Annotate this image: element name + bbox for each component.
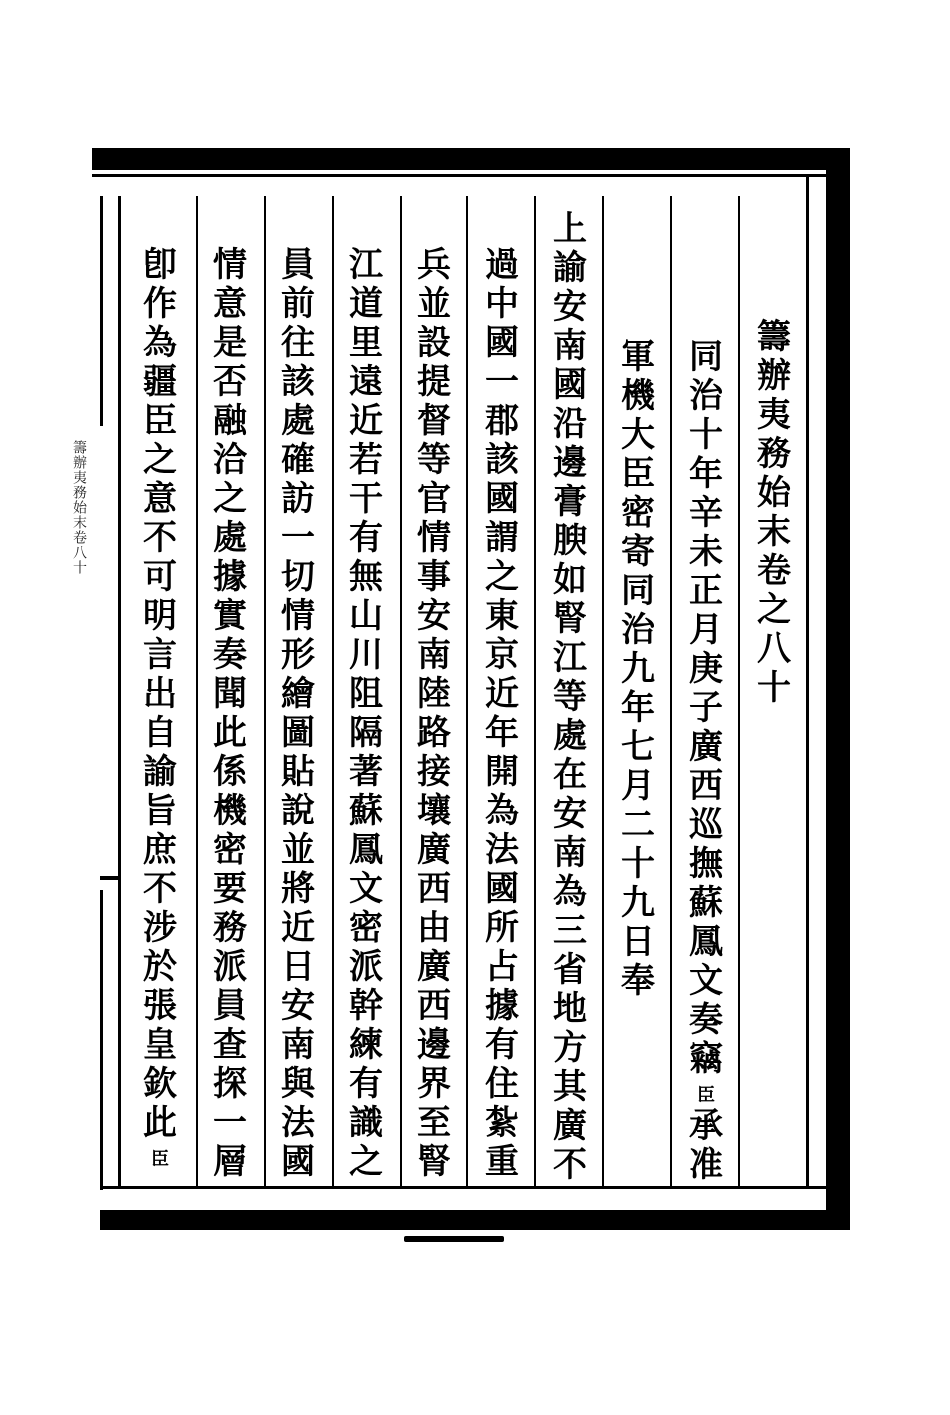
text-char: 是 [213, 323, 247, 363]
text-char: 密 [213, 830, 247, 870]
text-char: 提 [417, 362, 451, 402]
frame-top-inner-line [92, 174, 850, 177]
text-char: 據 [485, 986, 519, 1026]
text-char: 自 [143, 713, 177, 753]
text-char: 治 [621, 610, 655, 650]
text-char: 可 [143, 557, 177, 597]
text-char: 寄 [621, 532, 655, 572]
text-char: 始 [757, 473, 791, 513]
text-char: 至 [417, 1103, 451, 1143]
text-char: 謂 [485, 518, 519, 558]
frame-left-edge-upper [100, 196, 103, 426]
text-char: 治 [689, 376, 723, 416]
text-char: 安 [281, 986, 315, 1026]
text-char: 撫 [689, 844, 723, 884]
text-char: 無 [349, 557, 383, 597]
text-char: 廣 [417, 830, 451, 870]
text-char: 一 [281, 518, 315, 558]
text-char: 廣 [417, 947, 451, 987]
text-char: 否 [213, 362, 247, 402]
text-char: 軍 [621, 337, 655, 377]
text-char: 大 [621, 415, 655, 455]
text-char: 紮 [485, 1103, 519, 1143]
text-char: 蘇 [349, 791, 383, 831]
text-char: 辛 [689, 493, 723, 533]
text-char: 此 [213, 713, 247, 753]
text-char: 出 [143, 674, 177, 714]
text-char: 南 [553, 326, 587, 366]
text-char: 江 [553, 638, 587, 678]
text-char: 處 [213, 518, 247, 558]
text-char: 係 [213, 752, 247, 792]
text-char: 八 [757, 629, 791, 669]
text-char: 安 [417, 596, 451, 636]
text-char: 地 [553, 989, 587, 1029]
frame-right-border [826, 148, 850, 1230]
text-char: 開 [485, 752, 519, 792]
text-char: 並 [417, 284, 451, 324]
text-char: 員 [281, 245, 315, 285]
text-char: 有 [485, 1025, 519, 1065]
text-char: 日 [281, 947, 315, 987]
text-char: 層 [213, 1142, 247, 1182]
text-char: 西 [689, 766, 723, 806]
text-char: 籌 [757, 317, 791, 357]
column-divider [534, 196, 536, 1188]
text-char: 等 [417, 440, 451, 480]
text-char: 等 [553, 677, 587, 717]
column-divider [670, 196, 672, 1188]
text-char: 界 [417, 1064, 451, 1104]
text-char: 情 [417, 518, 451, 558]
text-char: 文 [689, 961, 723, 1001]
text-char: 派 [349, 947, 383, 987]
text-char: 機 [213, 791, 247, 831]
text-char: 重 [485, 1142, 519, 1182]
text-char: 處 [281, 401, 315, 441]
text-char: 國 [281, 1142, 315, 1182]
text-char: 接 [417, 752, 451, 792]
text-char: 要 [213, 869, 247, 909]
text-char: 由 [417, 908, 451, 948]
text-char: 著 [349, 752, 383, 792]
text-char: 沿 [553, 404, 587, 444]
text-char: 廣 [553, 1106, 587, 1146]
text-char: 往 [281, 323, 315, 363]
text-char: 設 [417, 323, 451, 363]
text-char: 有 [349, 1064, 383, 1104]
text-char: 前 [281, 284, 315, 324]
text-char: 過 [485, 245, 519, 285]
text-char: 南 [417, 635, 451, 675]
text-char: 所 [485, 908, 519, 948]
text-char: 意 [213, 284, 247, 324]
text-char: 近 [281, 908, 315, 948]
text-char: 臣 [143, 401, 177, 441]
text-char: 末 [757, 512, 791, 552]
text-char: 確 [281, 440, 315, 480]
text-char: 若 [349, 440, 383, 480]
text-char: 與 [281, 1064, 315, 1104]
text-char: 年 [621, 688, 655, 728]
frame-bottom-inner-line [100, 1186, 844, 1189]
text-char: 法 [485, 830, 519, 870]
text-char: 切 [281, 557, 315, 597]
text-char: 不 [143, 518, 177, 558]
text-char: 月 [621, 766, 655, 806]
text-char: 諭 [143, 752, 177, 792]
text-char: 一 [485, 362, 519, 402]
text-char: 文 [349, 869, 383, 909]
text-char: 作 [143, 284, 177, 324]
text-char: 諭 [553, 248, 587, 288]
text-char: 探 [213, 1064, 247, 1104]
text-char: 正 [689, 571, 723, 611]
text-char: 占 [485, 947, 519, 987]
text-char: 事 [417, 557, 451, 597]
text-column [606, 338, 670, 1001]
text-char: 准 [689, 1145, 723, 1185]
text-char: 上 [553, 209, 587, 249]
text-char: 巡 [689, 805, 723, 845]
text-char: 腎 [553, 599, 587, 639]
text-char: 廣 [689, 727, 723, 767]
column-divider [602, 196, 604, 1188]
text-char: 山 [349, 596, 383, 636]
text-char: 邊 [417, 1025, 451, 1065]
text-char: 中 [485, 284, 519, 324]
text-char: 近 [485, 674, 519, 714]
text-char: 言 [143, 635, 177, 675]
text-char: 查 [213, 1025, 247, 1065]
text-char: 於 [143, 947, 177, 987]
text-char: 欽 [143, 1064, 177, 1104]
text-column [334, 246, 398, 1182]
text-char: 未 [689, 532, 723, 572]
text-char: 竊 [689, 1039, 723, 1079]
frame-left-inner-line [118, 196, 121, 1188]
text-char: 為 [143, 323, 177, 363]
text-char: 皇 [143, 1025, 177, 1065]
text-char: 西 [417, 869, 451, 909]
text-char: 其 [553, 1067, 587, 1107]
text-char: 派 [213, 947, 247, 987]
text-char: 為 [485, 791, 519, 831]
text-char: 有 [349, 518, 383, 558]
text-char: 九 [621, 883, 655, 923]
text-char: 在 [553, 755, 587, 795]
text-char: 處 [553, 716, 587, 756]
text-char: 蘇 [689, 883, 723, 923]
text-char: 卷 [757, 551, 791, 591]
text-char: 子 [689, 688, 723, 728]
text-char: 路 [417, 713, 451, 753]
text-char: 國 [553, 365, 587, 405]
text-char: 圖 [281, 713, 315, 753]
text-char: 之 [485, 557, 519, 597]
text-char: 國 [485, 479, 519, 519]
text-char: 三 [553, 911, 587, 951]
text-column [674, 338, 738, 1185]
text-column [402, 246, 466, 1182]
text-char: 十 [621, 844, 655, 884]
text-char: 卽 [143, 245, 177, 285]
text-char: 九 [621, 649, 655, 689]
text-char: 安 [553, 794, 587, 834]
text-char: 此 [143, 1103, 177, 1143]
text-char: 江 [349, 245, 383, 285]
text-char: 壤 [417, 791, 451, 831]
text-char: 阻 [349, 674, 383, 714]
text-char: 不 [143, 869, 177, 909]
text-char: 庶 [143, 830, 177, 870]
text-char: 識 [349, 1103, 383, 1143]
text-column [128, 246, 192, 1171]
text-char: 月 [689, 610, 723, 650]
text-char: 官 [417, 479, 451, 519]
text-column [198, 246, 262, 1182]
text-char: 庚 [689, 649, 723, 689]
text-char: 邊 [553, 443, 587, 483]
text-char: 十 [689, 415, 723, 455]
text-char: 道 [349, 284, 383, 324]
text-char: 密 [621, 493, 655, 533]
text-char: 一 [213, 1103, 247, 1143]
text-char: 鳳 [349, 830, 383, 870]
text-char: 意 [143, 479, 177, 519]
text-char: 東 [485, 596, 519, 636]
page-stub-mark [404, 1236, 504, 1242]
text-char: 里 [349, 323, 383, 363]
text-char: 川 [349, 635, 383, 675]
text-char: 年 [689, 454, 723, 494]
text-char: 干 [349, 479, 383, 519]
text-char: 情 [281, 596, 315, 636]
text-char: 形 [281, 635, 315, 675]
text-char: 之 [143, 440, 177, 480]
text-char: 聞 [213, 674, 247, 714]
text-char: 融 [213, 401, 247, 441]
text-column [266, 246, 330, 1182]
text-char: 京 [485, 635, 519, 675]
text-char: 日 [621, 922, 655, 962]
text-char: 之 [213, 479, 247, 519]
text-char: 腎 [417, 1142, 451, 1182]
text-char: 同 [689, 337, 723, 377]
text-char: 督 [417, 401, 451, 441]
text-char: 近 [349, 401, 383, 441]
text-char: 訪 [281, 479, 315, 519]
text-char: 將 [281, 869, 315, 909]
text-char: 南 [281, 1025, 315, 1065]
text-char: 同 [621, 571, 655, 611]
text-char: 住 [485, 1064, 519, 1104]
text-char: 國 [485, 323, 519, 363]
text-char: 並 [281, 830, 315, 870]
text-char: 夷 [757, 395, 791, 435]
text-char: 不 [553, 1145, 587, 1185]
text-char: 說 [281, 791, 315, 831]
small-char: 臣 [697, 1085, 715, 1106]
text-char: 二 [621, 805, 655, 845]
text-char: 如 [553, 560, 587, 600]
text-char: 十 [757, 668, 791, 708]
text-char: 務 [213, 908, 247, 948]
text-char: 安 [553, 287, 587, 327]
text-char: 臣 [621, 454, 655, 494]
column-divider [466, 196, 468, 1188]
text-char: 涉 [143, 908, 177, 948]
text-char: 腴 [553, 521, 587, 561]
text-column [538, 210, 602, 1185]
title-column [742, 318, 806, 708]
text-char: 洽 [213, 440, 247, 480]
text-char: 奏 [689, 1000, 723, 1040]
text-char: 奏 [213, 635, 247, 675]
text-char: 據 [213, 557, 247, 597]
text-char: 該 [485, 440, 519, 480]
text-column [470, 246, 534, 1182]
text-char: 之 [757, 590, 791, 630]
text-char: 鳳 [689, 922, 723, 962]
text-char: 張 [143, 986, 177, 1026]
text-char: 務 [757, 434, 791, 474]
text-char: 實 [213, 596, 247, 636]
text-char: 國 [485, 869, 519, 909]
frame-top-border [92, 148, 850, 170]
text-char: 繪 [281, 674, 315, 714]
text-char: 奉 [621, 961, 655, 1001]
text-char: 西 [417, 986, 451, 1026]
text-char: 七 [621, 727, 655, 767]
text-char: 貼 [281, 752, 315, 792]
text-char: 該 [281, 362, 315, 402]
text-char: 旨 [143, 791, 177, 831]
text-char: 練 [349, 1025, 383, 1065]
text-char: 明 [143, 596, 177, 636]
text-char: 方 [553, 1028, 587, 1068]
text-char: 承 [689, 1106, 723, 1146]
gutter-label: 籌辦夷務始末卷八十 [71, 440, 87, 575]
frame-right-inner-line [806, 176, 809, 1188]
text-char: 法 [281, 1103, 315, 1143]
text-char: 密 [349, 908, 383, 948]
small-char: 臣 [151, 1149, 169, 1170]
text-char: 機 [621, 376, 655, 416]
text-char: 隔 [349, 713, 383, 753]
text-char: 年 [485, 713, 519, 753]
text-char: 員 [213, 986, 247, 1026]
text-char: 之 [349, 1142, 383, 1182]
text-char: 郡 [485, 401, 519, 441]
text-char: 遠 [349, 362, 383, 402]
text-char: 幹 [349, 986, 383, 1026]
text-char: 陸 [417, 674, 451, 714]
column-divider [738, 196, 740, 1188]
text-char: 南 [553, 833, 587, 873]
frame-bottom-border [100, 1210, 850, 1230]
text-char: 為 [553, 872, 587, 912]
text-char: 省 [553, 950, 587, 990]
text-char: 疆 [143, 362, 177, 402]
text-char: 膏 [553, 482, 587, 522]
frame-left-edge-lower [100, 890, 103, 1190]
text-char: 辦 [757, 356, 791, 396]
text-char: 兵 [417, 245, 451, 285]
fold-mark [100, 876, 118, 880]
text-char: 情 [213, 245, 247, 285]
